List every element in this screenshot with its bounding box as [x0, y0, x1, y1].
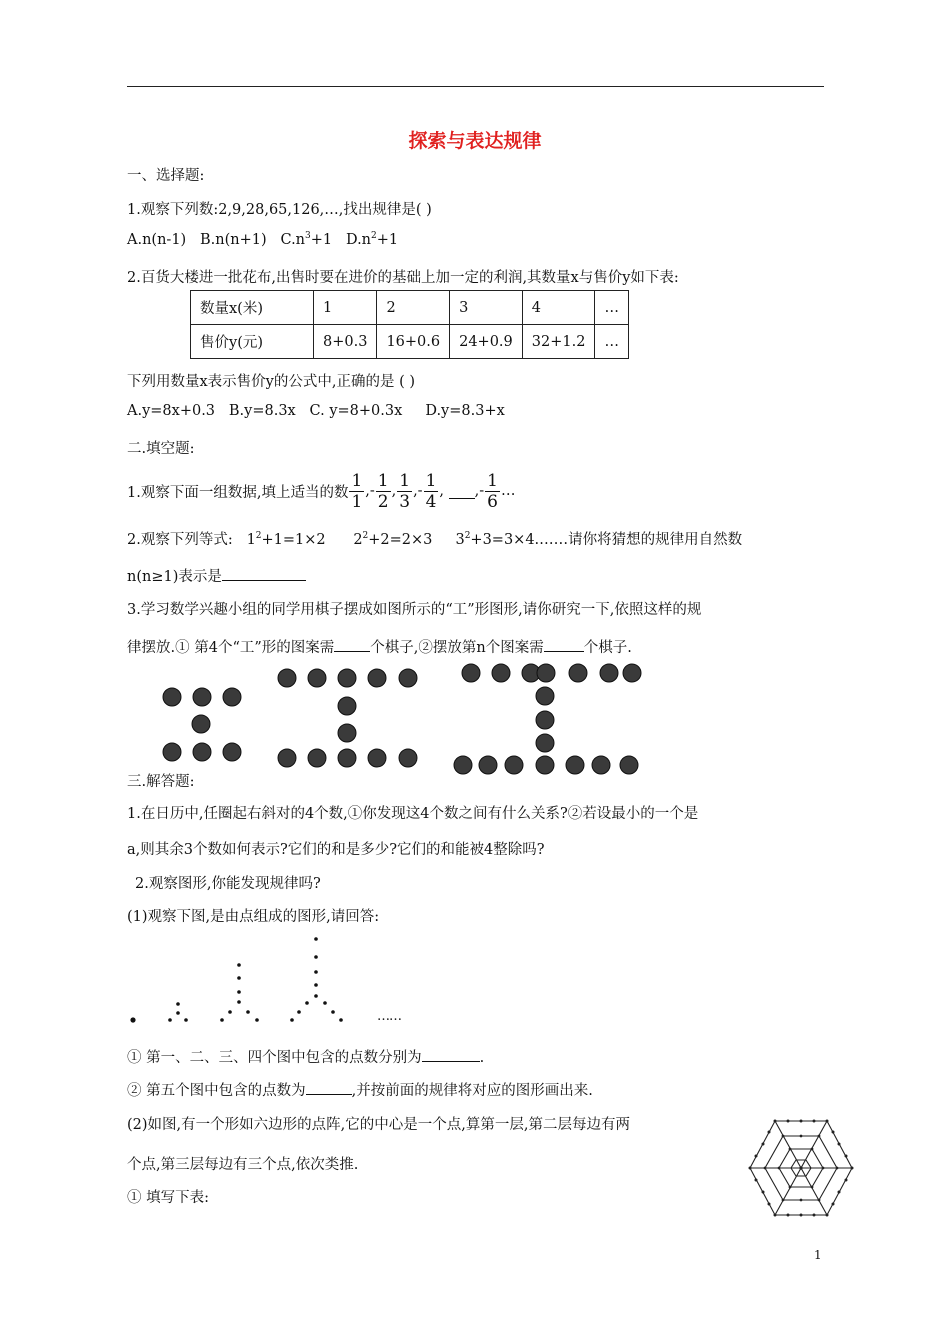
table-cell: …: [595, 325, 629, 359]
s1-q2-text: 2.百货大楼进一批花布,出售时要在进价的基础上加一定的利润,其数量x与售价y如下表:: [127, 270, 679, 286]
table-cell: …: [595, 291, 629, 325]
section2-heading: 二.填空题:: [127, 441, 195, 457]
answer-blank[interactable]: [306, 1080, 352, 1095]
s3-q2-p2-line2: 个点,第三层每边有三个点,依次类推.: [127, 1157, 359, 1173]
option-b: B.n(n+1): [200, 232, 267, 248]
s3-q2-p1: (1)观察下图,是由点组成的图形,请回答:: [127, 909, 380, 925]
s2-q3-line1: 3.学习数学兴趣小组的同学用棋子摆成如图所示的“工”形图形,请你研究一下,依照这样的规: [127, 602, 702, 618]
s1-q1-options: [127, 232, 398, 248]
fraction-5: $\frac{1}{6}$: [487, 470, 498, 512]
table-cell: 3: [450, 291, 523, 325]
ellipsis: …: [500, 483, 516, 499]
option-a: A.n(n-1): [127, 232, 187, 248]
table-cell: 2: [377, 291, 450, 325]
s3-q2-p3: ① 填写下表:: [127, 1190, 209, 1206]
fraction-1: $\frac{1}{1}$: [351, 470, 363, 512]
s3-q1-line1: 1.在日历中,任圈起右斜对的4个数,①你发现这4个数之间有什么关系?②若设最小的一个是: [127, 806, 699, 822]
fraction-4: $\frac{1}{4}$: [425, 470, 437, 512]
option-c: $C.n^3+1$: [280, 231, 333, 248]
s3-q2-p2-line1: (2)如图,有一个形如六边形的点阵,它的中心是一个点,算第一层,第二层每边有两: [127, 1117, 630, 1133]
page-title: 探索与表达规律: [408, 130, 542, 152]
table-cell: 16+0.6: [377, 325, 450, 359]
table-cell: 数量x(米): [191, 291, 314, 325]
table-cell: 1: [314, 291, 377, 325]
table-cell: 32+1.2: [522, 325, 595, 359]
header-rule: [127, 86, 824, 87]
page-number: 1: [814, 1248, 822, 1262]
answer-blank[interactable]: [422, 1047, 480, 1062]
s2-q2-line2: n(n≥1)表示是: [127, 565, 306, 586]
s1-q2-prompt: 下列用数量x表示售价y的公式中,正确的是 ( ): [127, 374, 416, 390]
answer-blank[interactable]: [334, 637, 370, 652]
option-a: A.y=8x+0.3: [127, 403, 216, 419]
hexagon-lattice-figure: [748, 1118, 854, 1218]
table-cell: 4: [522, 291, 595, 325]
answer-blank[interactable]: [544, 637, 584, 652]
s3-q2-a1: ① 第一、二、三、四个图中包含的点数分别为 .: [127, 1046, 484, 1067]
answer-blank[interactable]: [449, 484, 475, 499]
answer-blank[interactable]: [222, 566, 306, 581]
s3-q1-line2: a,则其余3个数如何表示?它们的和是多少?它们的和能被4整除吗?: [127, 842, 545, 858]
table-cell: 24+0.9: [450, 325, 523, 359]
s1-q2-options: [127, 403, 505, 419]
section3-heading: 三.解答题:: [127, 774, 195, 790]
s2-q1-prefix: 1.观察下面一组数据,填上适当的数: [127, 484, 349, 501]
option-b: B.y=8.3x: [228, 403, 296, 419]
table-cell: 售价y(元): [191, 325, 314, 359]
fraction-3: $\frac{1}{3}$: [399, 470, 411, 512]
s1-q1-text: 1.观察下列数:2,9,28,65,126,…,找出规律是( ): [127, 202, 432, 218]
fraction-2: $\frac{1}{2}$: [377, 470, 389, 512]
table-row: [191, 325, 629, 359]
table-row: [191, 291, 629, 325]
option-c: C. y=8+0.3x: [309, 403, 403, 419]
table-cell: 8+0.3: [314, 325, 377, 359]
fraction-sign: -: [417, 483, 423, 499]
s2-q2-line1: 2.观察下列等式: $1^2+1=1\times 2$ $2^2+2=2\times 3$ $3^2+3=3\times 4.\dots\dots$请你将猜想的规律用自然数: [127, 531, 743, 548]
option-d: D.y=8.3+x: [425, 403, 505, 419]
option-d: $D.n^2+1$: [345, 231, 399, 248]
s3-q2-heading: 2.观察图形,你能发现规律吗?: [135, 876, 321, 892]
price-table: [190, 290, 629, 359]
dots-ellipsis: ……: [377, 1009, 401, 1024]
s2-q3-line2: 律摆放.① 第4个“工”形的图案需 个棋子,②摆放第n个图案需 个棋子.: [127, 636, 632, 657]
s3-q2-a2: ② 第五个图中包含的点数为 ,并按前面的规律将对应的图形画出来.: [127, 1079, 593, 1100]
fraction-sign: -: [369, 483, 375, 499]
section1-heading: 一、选择题:: [127, 168, 205, 184]
fraction-sign: -: [479, 483, 485, 499]
s2-q1-line: 1.观察下面一组数据,填上适当的数 $\frac{1}{1}$ , - $\frac{1}{2}$ , $\frac{1}{3}$ , - $\frac{1}{4}$ , , - $\frac{1}{6}$ …: [127, 470, 516, 512]
